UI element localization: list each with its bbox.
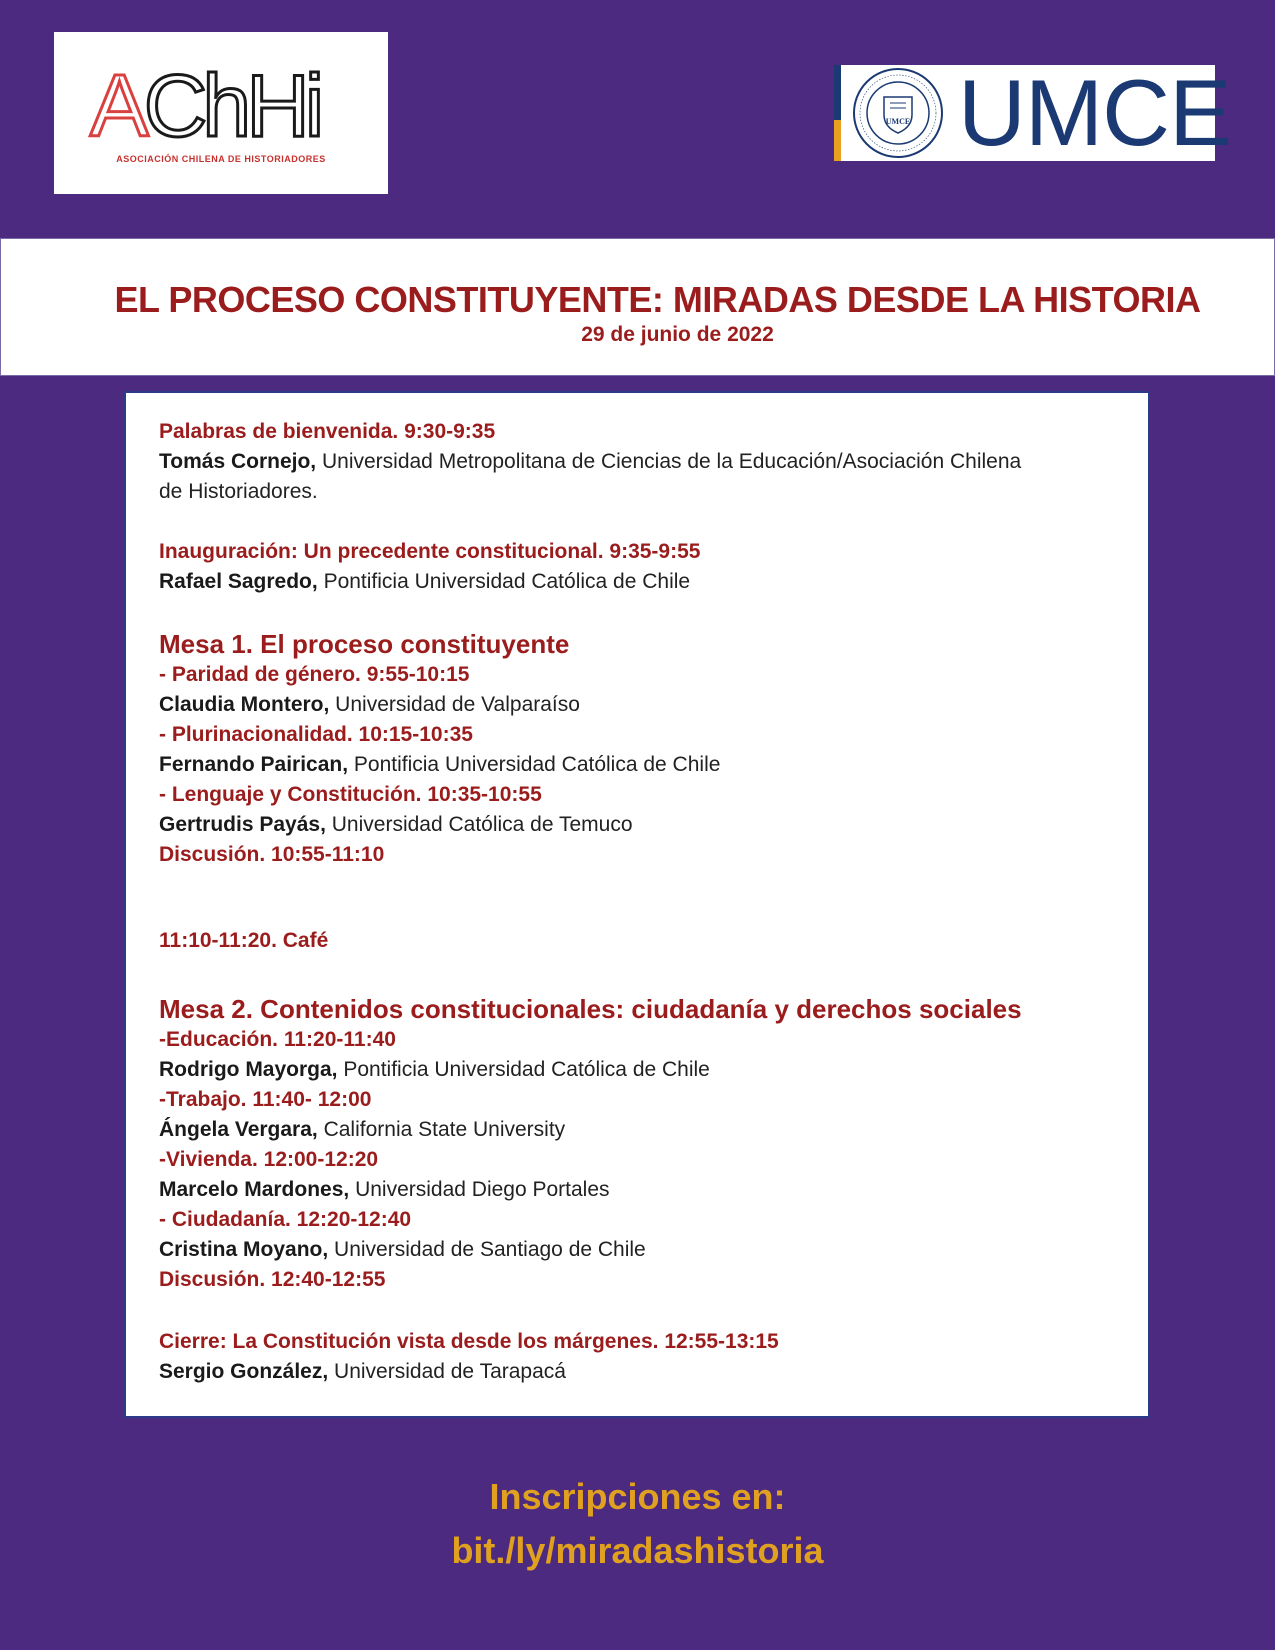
achhi-logo-mark-a: A bbox=[90, 56, 144, 155]
umce-seal-center: UMCE bbox=[885, 117, 911, 126]
speaker-affiliation: California State University bbox=[317, 1118, 566, 1141]
title-band bbox=[0, 238, 1275, 376]
speaker-name: Rodrigo Mayorga, bbox=[159, 1058, 338, 1081]
speaker-affiliation: Universidad de Santiago de Chile bbox=[328, 1238, 646, 1261]
speaker-name: Marcelo Mardones, bbox=[159, 1178, 350, 1201]
coffee-break-text: 11:10-11:20. Café bbox=[159, 929, 329, 952]
coffee-break bbox=[159, 926, 1118, 956]
mesa1-speaker-3 bbox=[159, 810, 1118, 840]
welcome-section bbox=[159, 417, 1118, 507]
mesa1-section bbox=[159, 628, 1118, 870]
speaker-affiliation: Pontificia Universidad Católica de Chile bbox=[348, 753, 721, 776]
mesa1-title: Mesa 1. El proceso constituyente bbox=[159, 629, 570, 659]
umce-seal-icon bbox=[846, 67, 950, 159]
speaker-name: Cristina Moyano, bbox=[159, 1238, 329, 1261]
umce-stripe-blue bbox=[834, 65, 841, 120]
achhi-logo bbox=[54, 32, 388, 194]
speaker-affiliation: Universidad Católica de Temuco bbox=[325, 813, 633, 836]
mesa2-title: Mesa 2. Contenidos constitucionales: ciudadanía y derechos sociales bbox=[159, 994, 1022, 1024]
closing-heading: Cierre: La Constitución vista desde los márgenes. 12:55-13:15 bbox=[159, 1330, 779, 1353]
speaker-affiliation: Universidad Diego Portales bbox=[349, 1178, 610, 1201]
speaker-name: Gertrudis Payás, bbox=[159, 813, 326, 836]
umce-stripe-gold bbox=[834, 120, 841, 161]
speaker-name: Ángela Vergara, bbox=[159, 1118, 318, 1141]
speaker-name: Tomás Cornejo, bbox=[159, 450, 317, 473]
page-title: EL PROCESO CONSTITUYENTE: MIRADAS DESDE LA HISTORIA bbox=[114, 279, 1201, 320]
umce-logo bbox=[834, 60, 1231, 165]
speaker-affiliation: Pontificia Universidad Católica de Chile bbox=[337, 1058, 710, 1081]
mesa2-speaker-1 bbox=[159, 1055, 1118, 1085]
speaker-affiliation: Pontificia Universidad Católica de Chile bbox=[317, 570, 691, 593]
achhi-logo-mark bbox=[90, 56, 320, 155]
registration-label: Inscripciones en: bbox=[489, 1476, 786, 1517]
achhi-logo-mark-rest: ChHi bbox=[143, 56, 320, 155]
mesa2-topic-2: -Trabajo. 11:40- 12:00 bbox=[159, 1088, 372, 1111]
mesa1-speaker-1 bbox=[159, 690, 1118, 720]
mesa1-topic-3: - Lenguaje y Constitución. 10:35-10:55 bbox=[159, 783, 542, 806]
mesa1-topic-2: - Plurinacionalidad. 10:15-10:35 bbox=[159, 723, 473, 746]
registration-link[interactable]: bit./ly/miradashistoria bbox=[451, 1530, 824, 1571]
mesa1-discussion: Discusión. 10:55-11:10 bbox=[159, 843, 385, 866]
mesa2-section bbox=[159, 993, 1118, 1295]
speaker-affiliation: Universidad de Tarapacá bbox=[328, 1360, 566, 1383]
inauguration-section bbox=[159, 537, 1118, 597]
speaker-name: Fernando Pairican, bbox=[159, 753, 349, 776]
program-box bbox=[124, 391, 1150, 1418]
mesa2-topic-1: -Educación. 11:20-11:40 bbox=[159, 1028, 396, 1051]
speaker-affiliation: Universidad Metropolitana de Ciencias de la Educación/Asociación Chilena bbox=[316, 450, 1022, 473]
registration-footer bbox=[0, 1470, 1275, 1578]
closing-section bbox=[159, 1327, 1118, 1387]
speaker-name: Rafael Sagredo, bbox=[159, 570, 318, 593]
umce-logo-text: UMCE bbox=[958, 60, 1231, 165]
achhi-logo-subtitle: ASOCIACIÓN CHILENA DE HISTORIADORES bbox=[116, 154, 326, 164]
mesa2-discussion: Discusión. 12:40-12:55 bbox=[159, 1268, 386, 1291]
welcome-heading: Palabras de bienvenida. 9:30-9:35 bbox=[159, 420, 496, 443]
mesa1-speaker-2 bbox=[159, 750, 1118, 780]
mesa2-topic-3: -Vivienda. 12:00-12:20 bbox=[159, 1148, 379, 1171]
closing-speaker-line bbox=[159, 1357, 1118, 1387]
event-date: 29 de junio de 2022 bbox=[581, 323, 774, 346]
mesa2-topic-4: - Ciudadanía. 12:20-12:40 bbox=[159, 1208, 412, 1231]
speaker-affiliation: Universidad de Valparaíso bbox=[329, 693, 580, 716]
welcome-speaker-line bbox=[159, 447, 1118, 477]
speaker-name: Claudia Montero, bbox=[159, 693, 330, 716]
speaker-name: Sergio González, bbox=[159, 1360, 329, 1383]
inauguration-heading: Inauguración: Un precedente constitucional. 9:35-9:55 bbox=[159, 540, 701, 563]
mesa2-speaker-3 bbox=[159, 1175, 1118, 1205]
welcome-affiliation-cont: de Historiadores. bbox=[159, 480, 318, 503]
mesa1-topic-1: - Paridad de género. 9:55-10:15 bbox=[159, 663, 470, 686]
mesa2-speaker-2 bbox=[159, 1115, 1118, 1145]
inauguration-speaker-line bbox=[159, 567, 1118, 597]
mesa2-speaker-4 bbox=[159, 1235, 1118, 1265]
